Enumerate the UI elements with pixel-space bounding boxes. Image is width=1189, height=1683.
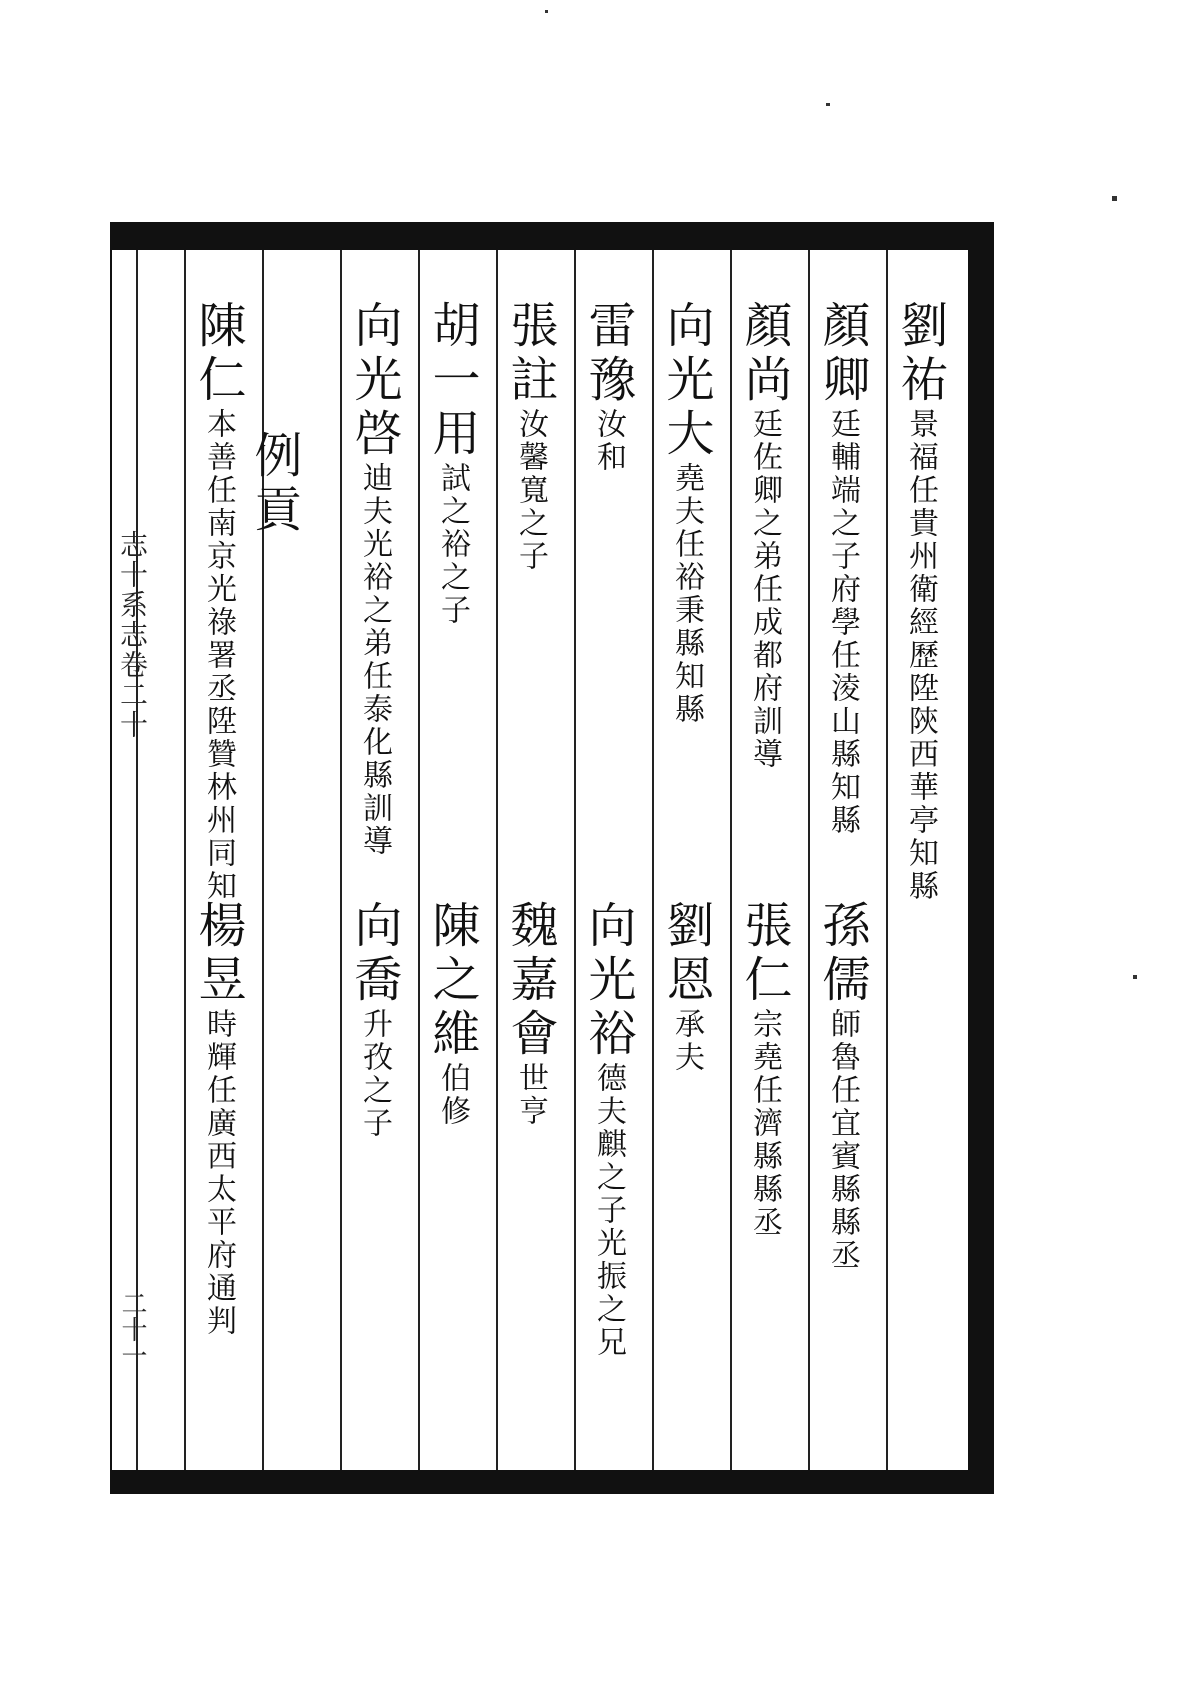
column-rule	[574, 250, 576, 1470]
entry-name: 張仁	[736, 900, 792, 1008]
entry-column	[424, 300, 480, 627]
column-rule	[886, 250, 888, 1470]
entry-column-lower	[814, 900, 870, 1272]
entry-column	[736, 300, 792, 771]
entry-column-lower	[190, 900, 246, 1338]
entry-note: 德夫麒之子光振之兄	[591, 1062, 626, 1359]
entry-note: 世亨	[513, 1062, 548, 1128]
entry-note: 師魯任宜賓縣縣丞	[825, 1008, 860, 1272]
column-rule	[418, 250, 420, 1470]
entry-note: 迪夫光裕之弟任泰化縣訓導	[357, 462, 392, 858]
entry-note: 廷佐卿之弟任成都府訓導	[747, 408, 782, 771]
entry-name: 向光大	[658, 300, 714, 462]
entry-column	[502, 300, 558, 573]
column-rule	[808, 250, 810, 1470]
entry-column	[580, 300, 636, 474]
entry-name: 向喬	[346, 900, 402, 1008]
entry-note: 本善任南京光祿署丞陞贊林州同知	[201, 408, 236, 903]
entry-name: 陳仁	[190, 300, 246, 408]
column-rule	[340, 250, 342, 1470]
entry-column	[190, 300, 246, 903]
entry-note: 景福任貴州衛經歷陞陝西華亭知縣	[903, 408, 938, 903]
entry-column-lower	[502, 900, 558, 1128]
section-title: 例貢	[246, 430, 302, 538]
entry-name: 顏卿	[814, 300, 870, 408]
entry-column-lower	[658, 900, 714, 1074]
entry-note: 汝和	[591, 408, 626, 474]
entry-note: 宗堯任濟縣縣丞	[747, 1008, 782, 1239]
entry-note: 時輝任廣西太平府通判	[201, 1008, 236, 1338]
speck	[1112, 196, 1117, 201]
entry-name: 雷豫	[580, 300, 636, 408]
entry-column-lower	[346, 900, 402, 1140]
entry-note: 堯夫任裕秉縣知縣	[669, 462, 704, 726]
entry-name: 張註	[502, 300, 558, 408]
entry-name: 劉恩	[658, 900, 714, 1008]
entry-column-lower	[424, 900, 480, 1128]
speck	[545, 10, 548, 13]
column-rule	[184, 250, 186, 1470]
entry-name: 胡一用	[424, 300, 480, 462]
section-heading	[246, 430, 302, 538]
entry-column	[892, 300, 948, 903]
entry-name: 顏尚	[736, 300, 792, 408]
entry-note: 廷輔端之子府學任淩山縣知縣	[825, 408, 860, 837]
entry-name: 孫儒	[814, 900, 870, 1008]
entry-note: 承夫	[669, 1008, 704, 1074]
entry-name: 楊昱	[190, 900, 246, 1008]
entry-note: 伯修	[435, 1062, 470, 1128]
entry-name: 劉祐	[892, 300, 948, 408]
entry-column	[814, 300, 870, 837]
speck	[1133, 975, 1137, 979]
entry-name: 魏嘉會	[502, 900, 558, 1062]
entry-column-lower	[580, 900, 636, 1359]
margin-title: 志十系志卷二十	[116, 530, 149, 740]
column-rule	[136, 250, 138, 1470]
entry-column-lower	[736, 900, 792, 1239]
entry-column	[658, 300, 714, 726]
entry-name: 向光裕	[580, 900, 636, 1062]
speck	[826, 103, 830, 106]
column-rule	[652, 250, 654, 1470]
entry-column	[346, 300, 402, 858]
entry-note: 汝馨寬之子	[513, 408, 548, 573]
column-rule	[496, 250, 498, 1470]
column-rule	[730, 250, 732, 1470]
folio-number: 二十一	[117, 1290, 147, 1368]
entry-name: 向光啓	[346, 300, 402, 462]
entry-note: 升孜之子	[357, 1008, 392, 1140]
entry-note: 試之裕之子	[435, 462, 470, 627]
entry-name: 陳之維	[424, 900, 480, 1062]
